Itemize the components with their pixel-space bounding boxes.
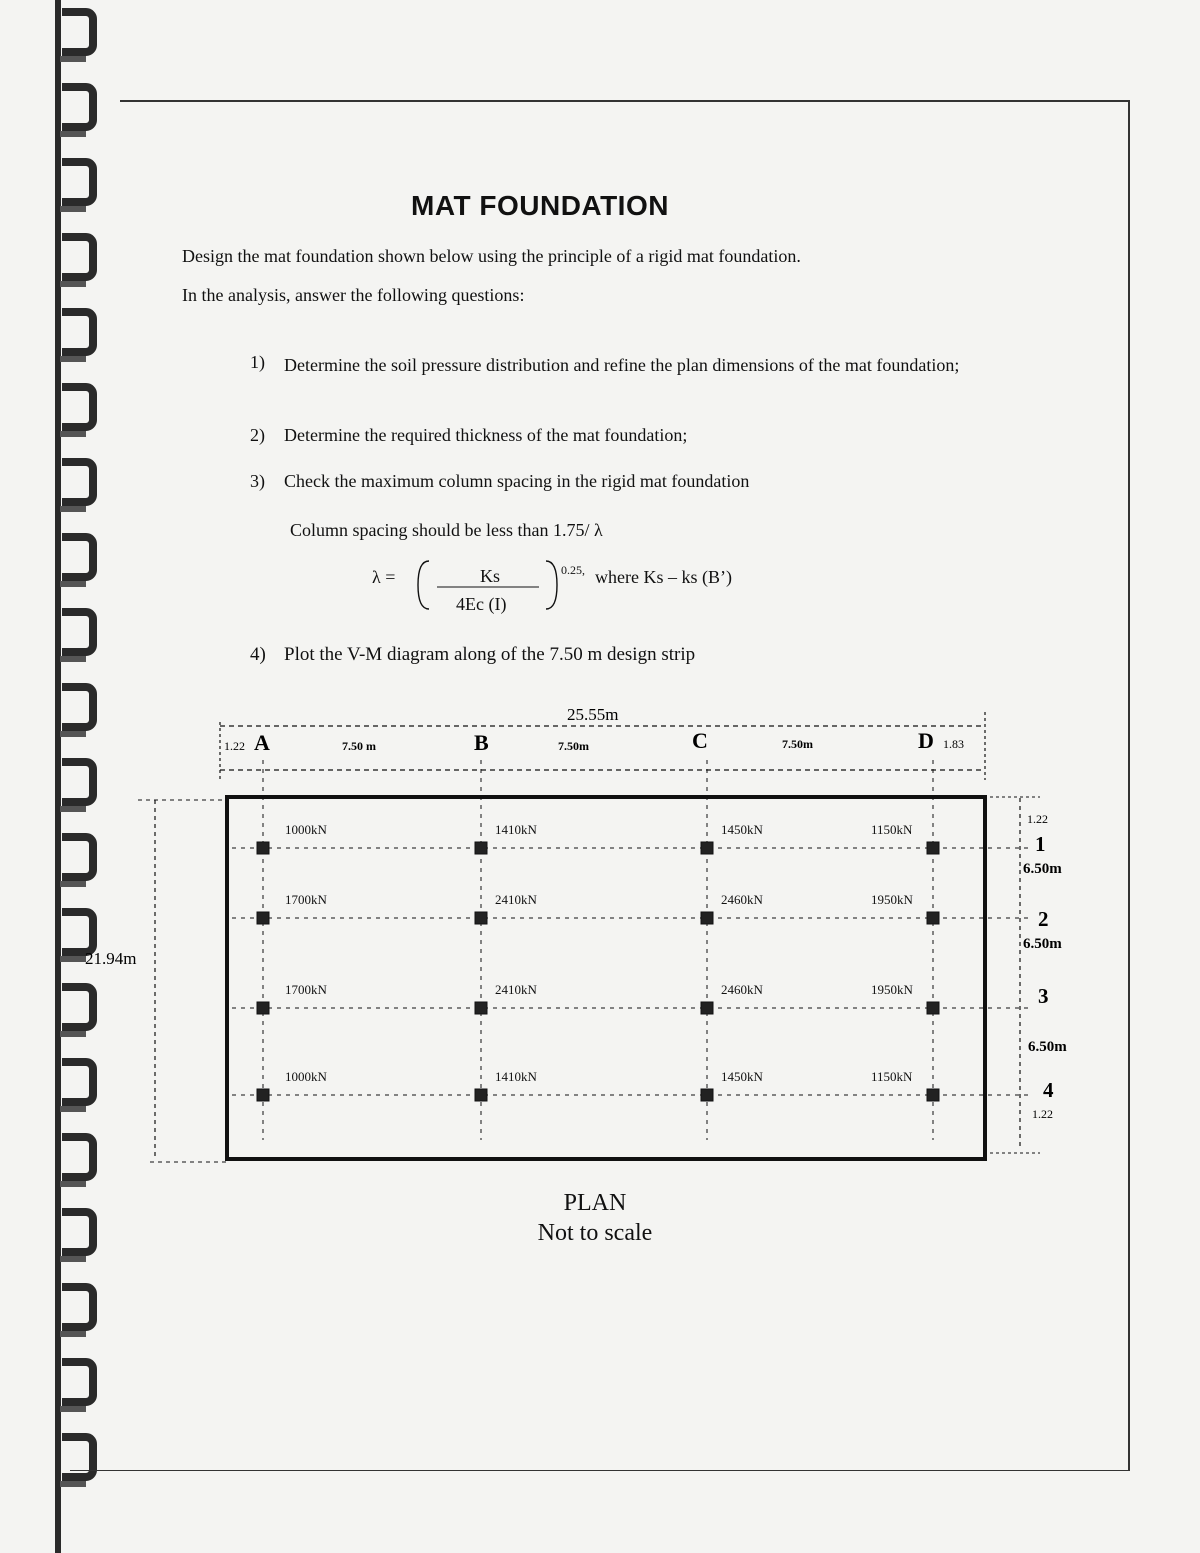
- question-text: Determine the required thickness of the mat foundation;: [284, 425, 688, 445]
- column-marker: [927, 1002, 939, 1014]
- column-marker: [701, 1002, 713, 1014]
- binding-ring: [60, 462, 93, 512]
- question-text: Check the maximum column spacing in the rigid mat foundation: [284, 471, 750, 491]
- intro-line-2: In the analysis, answer the following questions:: [182, 285, 525, 305]
- x-span-cd: 7.50m: [782, 737, 813, 751]
- overall-width-label: 25.55m: [567, 705, 619, 724]
- col-line-b: B: [474, 730, 489, 755]
- x-span-bc: 7.50m: [558, 739, 589, 753]
- x-span-edge-right: 1.83: [943, 737, 964, 751]
- top-frame-line: [120, 100, 1130, 102]
- intro-line-1: Design the mat foundation shown below using the principle of a rigid mat foundation.: [182, 246, 801, 266]
- formula-numerator: Ks: [480, 566, 501, 586]
- col-line-c: C: [692, 728, 708, 753]
- question-text: Plot the V-M diagram along of the 7.50 m design strip: [284, 644, 696, 665]
- formula-lhs: λ =: [372, 567, 396, 587]
- binding-ring: [60, 87, 93, 137]
- formula-exponent: 0.25,: [561, 563, 585, 577]
- binding-ring: [60, 1437, 93, 1487]
- binding-ring: [60, 612, 93, 662]
- x-span-ab: 7.50 m: [342, 739, 376, 753]
- column-load-label: 2410kN: [495, 982, 537, 997]
- row-line-2: 2: [1038, 907, 1049, 931]
- question-number: 4): [250, 644, 266, 665]
- binding-ring: [60, 537, 93, 587]
- question-number: 3): [250, 471, 265, 491]
- column-marker: [257, 1089, 269, 1101]
- column-load-label: 1700kN: [285, 982, 327, 997]
- y-span-23: 6.50m: [1023, 936, 1062, 952]
- page-title: MAT FOUNDATION: [411, 190, 669, 221]
- question-text: Determine the soil pressure distribution and refine the plan dimensions of the mat foundation;: [284, 355, 960, 375]
- column-load-label: 2460kN: [721, 892, 763, 907]
- column-marker: [475, 1002, 487, 1014]
- column-load-label: 1950kN: [871, 892, 913, 907]
- binding-ring: [60, 237, 93, 287]
- binding-ring: [60, 387, 93, 437]
- row-line-3: 3: [1038, 984, 1049, 1008]
- column-load-label: 2460kN: [721, 982, 763, 997]
- column-load-label: 1000kN: [285, 1069, 327, 1084]
- column-load-label: 1410kN: [495, 822, 537, 837]
- column-marker: [927, 912, 939, 924]
- binding-ring: [60, 1362, 93, 1412]
- column-load-label: 1700kN: [285, 892, 327, 907]
- column-marker: [475, 912, 487, 924]
- col-line-a: A: [254, 730, 270, 755]
- column-load-label: 1150kN: [871, 822, 913, 837]
- binding-ring: [60, 312, 93, 362]
- formula-denominator: 4Ec (I): [456, 594, 507, 614]
- column-load-label: 1450kN: [721, 822, 763, 837]
- question-number: 1): [250, 352, 265, 372]
- column-load-label: 1000kN: [285, 822, 327, 837]
- column-marker: [475, 1089, 487, 1101]
- x-span-edge-left: 1.22: [224, 739, 245, 753]
- row-line-4: 4: [1043, 1078, 1054, 1102]
- column-marker: [257, 842, 269, 854]
- plan-caption: PLAN: [563, 1190, 627, 1216]
- column-load-label: 1950kN: [871, 982, 913, 997]
- column-marker: [475, 842, 487, 854]
- binding-ring: [60, 1287, 93, 1337]
- column-load-label: 1450kN: [721, 1069, 763, 1084]
- column-marker: [257, 912, 269, 924]
- y-span-12: 6.50m: [1023, 861, 1062, 877]
- mat-foundation-plan: [0, 690, 1200, 1180]
- question-number: 2): [250, 425, 265, 445]
- column-load-label: 1150kN: [871, 1069, 913, 1084]
- column-load-label: 1410kN: [495, 1069, 537, 1084]
- plan-caption-sub: Not to scale: [537, 1220, 653, 1246]
- binding-ring: [60, 12, 93, 62]
- col-line-d: D: [918, 728, 934, 753]
- column-marker: [257, 1002, 269, 1014]
- y-span-edge-top: 1.22: [1027, 812, 1048, 826]
- bottom-frame-line: [70, 1470, 1130, 1471]
- spacing-note: Column spacing should be less than 1.75/ λ: [290, 520, 603, 540]
- column-marker: [927, 1089, 939, 1101]
- column-marker: [701, 912, 713, 924]
- formula-where: where Ks – ks (B’): [595, 567, 732, 587]
- column-marker: [701, 1089, 713, 1101]
- row-line-1: 1: [1035, 832, 1046, 856]
- y-span-edge-bottom: 1.22: [1032, 1107, 1053, 1121]
- y-span-34: 6.50m: [1028, 1039, 1067, 1055]
- column-marker: [701, 842, 713, 854]
- overall-height-label: 21.94m: [85, 949, 137, 968]
- column-load-label: 2410kN: [495, 892, 537, 907]
- column-marker: [927, 842, 939, 854]
